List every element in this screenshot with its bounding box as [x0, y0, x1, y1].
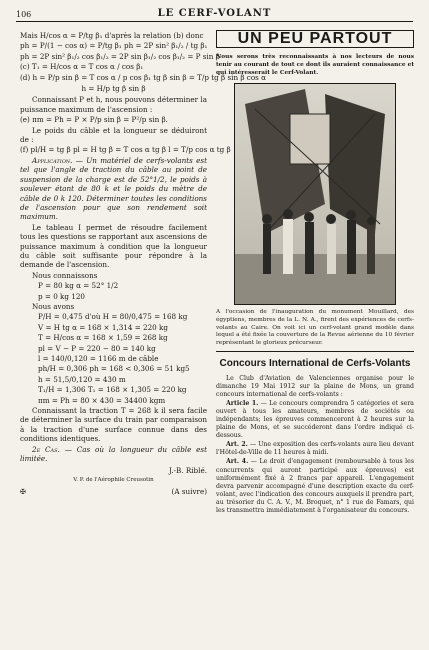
- continuation-row: [20, 487, 207, 496]
- article-label: Article 1.: [226, 399, 259, 407]
- article-label: Art. 2.: [226, 441, 248, 449]
- equation-d: (d) h = P/p sin β = T cos α / p cos β₁ tg β sin β = T/p tg β sin β cos α: [20, 72, 266, 82]
- section-heading: Concours International de Cerfs-Volants: [219, 358, 411, 370]
- article-text: — Une exposition des cerfs-volants aura lieu devant l'Hôtel-de-Ville de 11 heures à midi.: [216, 441, 414, 457]
- author-signature: J.-B. Riblé.: [168, 466, 207, 476]
- equation-e: (e) πm = Ph = P × P/p sin β = P²/p sin β.: [20, 115, 168, 125]
- given-line: P = 80 kg α = 52° 1/2: [38, 281, 119, 291]
- application-paragraph: [20, 156, 207, 222]
- paragraph: Le tableau I permet de résoudre facilement tous les questions se rapportant aux ascensions de puissance maximum à condition que la longueur du câble soit suffisante pour répondre à la demande de l'ascension.: [20, 222, 207, 270]
- equation-line: Mais H/cos α = P/tg β₁ d'après la relation (b) donc: [20, 31, 204, 40]
- article-paragraph: [216, 400, 414, 440]
- calc-line: πm = Ph = 80 × 430 = 34400 kgm: [38, 395, 166, 405]
- calc-line: l = 140/0,120 = 1166 m de câble: [38, 354, 159, 363]
- section-box-title: UN PEU PARTOUT: [216, 30, 414, 48]
- application-label: Application.: [32, 155, 73, 165]
- kite-photograph: [234, 83, 396, 305]
- page-header: [16, 8, 413, 22]
- paragraph: Le Club d'Aviation de Valenciennes organise pour le dimanche 19 Mai 1912 sur la plaine de Mons, un grand concours international de cerfs-volants :: [216, 374, 414, 398]
- divider: [216, 351, 414, 352]
- application-text: — Un matériel de cerfs-volants est tel que l'angle de traction du câble au point de suspension de la charge est de 52°1/2, le poids à soulever étant de 80 k et le poids du mètre de câble de 0 k 120. Déterminer toutes les conditions de l'ascension pour que son rendement soit maximum.: [20, 155, 207, 222]
- calc-line: ph/H = 0,306 ph = 168 < 0,306 = 51 kg5: [38, 364, 190, 374]
- paragraph: Nous connaissons: [32, 270, 98, 280]
- article-paragraph: [216, 458, 414, 515]
- ornament-icon: ✠: [20, 487, 27, 497]
- paragraph: Le poids du câble et la longueur se déduiront de :: [20, 125, 207, 145]
- equation-c: (c) T₁ = H/cos α = T cos α / cos β₁: [20, 62, 144, 72]
- intro-text: Nous serons très reconnaissants à nos lecteurs de nous tenir au courant de tout ce dont ils auraient connaissance et qui intéresserait le Cerf-Volant.: [216, 54, 414, 76]
- equation-line: ph = P/(1 − cos α) = P/tg β₁ ph = 2P sin² β₁/₂ / tg β₁: [20, 41, 208, 51]
- case-paragraph: [20, 445, 207, 464]
- continued-note: (A suivre): [171, 487, 207, 497]
- equation-line: ph = 2P sin² β₁/₂ cos β₁/₂ = 2P sin β₁/₂ cos β₁/₂ = P sin β: [20, 51, 220, 61]
- paragraph: Connaissant P et h, nous pouvons déterminer la puissance maximum de l'ascension :: [20, 95, 207, 114]
- calc-line: h = 51,5/0,120 = 430 m: [38, 374, 126, 384]
- article-paragraph: [216, 441, 414, 457]
- equation-f: (f) pl/H = tg β pl = H tg β = T cos α tg β l = T/p cos α tg β: [20, 145, 231, 155]
- case-label: 2e Cas.: [32, 444, 60, 454]
- calc-line: T₁/H = 1,306 T₁ = 168 × 1,305 = 220 kg: [38, 385, 187, 395]
- case-text: — Cas où la longueur du câble est limitée.: [20, 444, 208, 464]
- journal-title: LE CERF-VOLANT: [157, 8, 272, 19]
- article-label: Art. 4.: [226, 458, 249, 466]
- calc-line: P/H = 0,475 d'où H = 80/0,475 = 168 kg: [38, 312, 188, 322]
- calc-line: T = H/cos α = 168 × 1,59 = 268 kg: [38, 333, 168, 343]
- page-number: 106: [16, 10, 32, 19]
- calc-line: pl = V − P = 220 − 80 = 140 kg: [38, 343, 156, 353]
- paragraph: Nous avons: [32, 301, 75, 311]
- header-rule: [16, 21, 413, 22]
- given-line: p = 0 kg 120: [38, 291, 86, 301]
- paragraph: Connaissant la traction T = 268 k il sera facile de déterminer la surface du train par comparaison à la traction d'une surface connue dans des conditions identiques.: [20, 406, 207, 444]
- author-affiliation: V. P. de l'Aérophile Creusotin: [73, 476, 154, 483]
- photo-caption: A l'occasion de l'inauguration du monument Mouillard, des égyptiens, membres de la L. N. A., firent des expériences de cerfs-volants au Caire. On voit ici un cerf-volant grand modèle dans lequel a été fixée la couverture de la Revue aérienne du 10 février représentant le glorieux précurseur.: [216, 309, 414, 346]
- equation-line: h = H/p tg β sin β: [81, 84, 146, 94]
- article-text: — Le concours comprendra 5 catégories et sera ouvert à tous les amateurs, membres de sociétés ou indépendants; les épreuves commenceront à 2 heures sur la plaine de Mons, et se succéderont dans l'ordre indiqué ci-dessous.: [216, 399, 414, 440]
- right-column: [216, 30, 414, 516]
- photo-image: [235, 84, 395, 304]
- article-text: — Le droit d'engagement (remboursable à tous les concurrents qui auront participé aux épreuves) est uniformément fixé à 2 francs par appareil. L'engagement devra parvenir accompagné d'une description exacte du cerf-volant, avec l'indication des concours auxquels il prendra part, au trésorier du C. A. V., M. Broquet, n° 1 rue de Famars, qui les transmettra immédiatement à l'organisateur du concours.: [216, 458, 414, 515]
- calc-line: V = H tg α = 168 × 1,314 = 220 kg: [38, 322, 168, 332]
